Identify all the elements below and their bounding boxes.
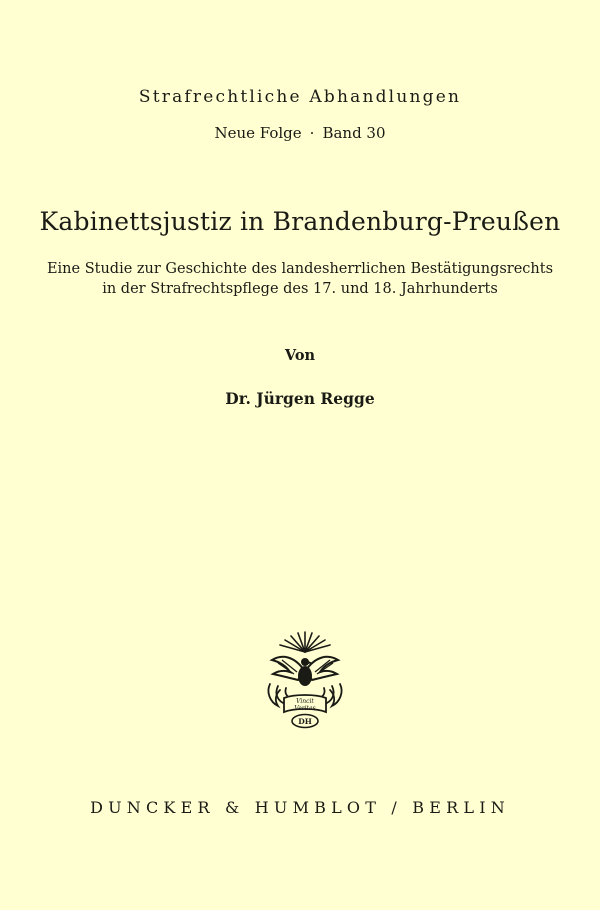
book-subtitle-line-2: in der Strafrechtspflege des 17. und 18. Jahrhunderts [102, 281, 498, 297]
phoenix-publisher-emblem-icon [264, 630, 346, 730]
volume-separator: · [309, 124, 315, 142]
book-title: Kabinettsjustiz in Brandenburg-Preußen [39, 207, 561, 236]
emblem-motto-line-2: Veritas [294, 705, 316, 712]
series-band: Band 30 [322, 124, 386, 142]
publisher-imprint: DUNCKER & HUMBLOT / BERLIN [90, 798, 510, 817]
series-volume [0, 124, 600, 142]
author-name: Dr. Jürgen Regge [225, 389, 375, 408]
author-by-label: Von [284, 347, 316, 364]
emblem-motto-line-1: Vincit [296, 698, 314, 705]
emblem-monogram: DH [298, 717, 312, 726]
series-title: Strafrechtliche Abhandlungen [138, 87, 462, 107]
book-subtitle-line-1: Eine Studie zur Geschichte des landesherrlichen Bestätigungsrechts [46, 261, 554, 277]
series-folge: Neue Folge [214, 124, 302, 142]
